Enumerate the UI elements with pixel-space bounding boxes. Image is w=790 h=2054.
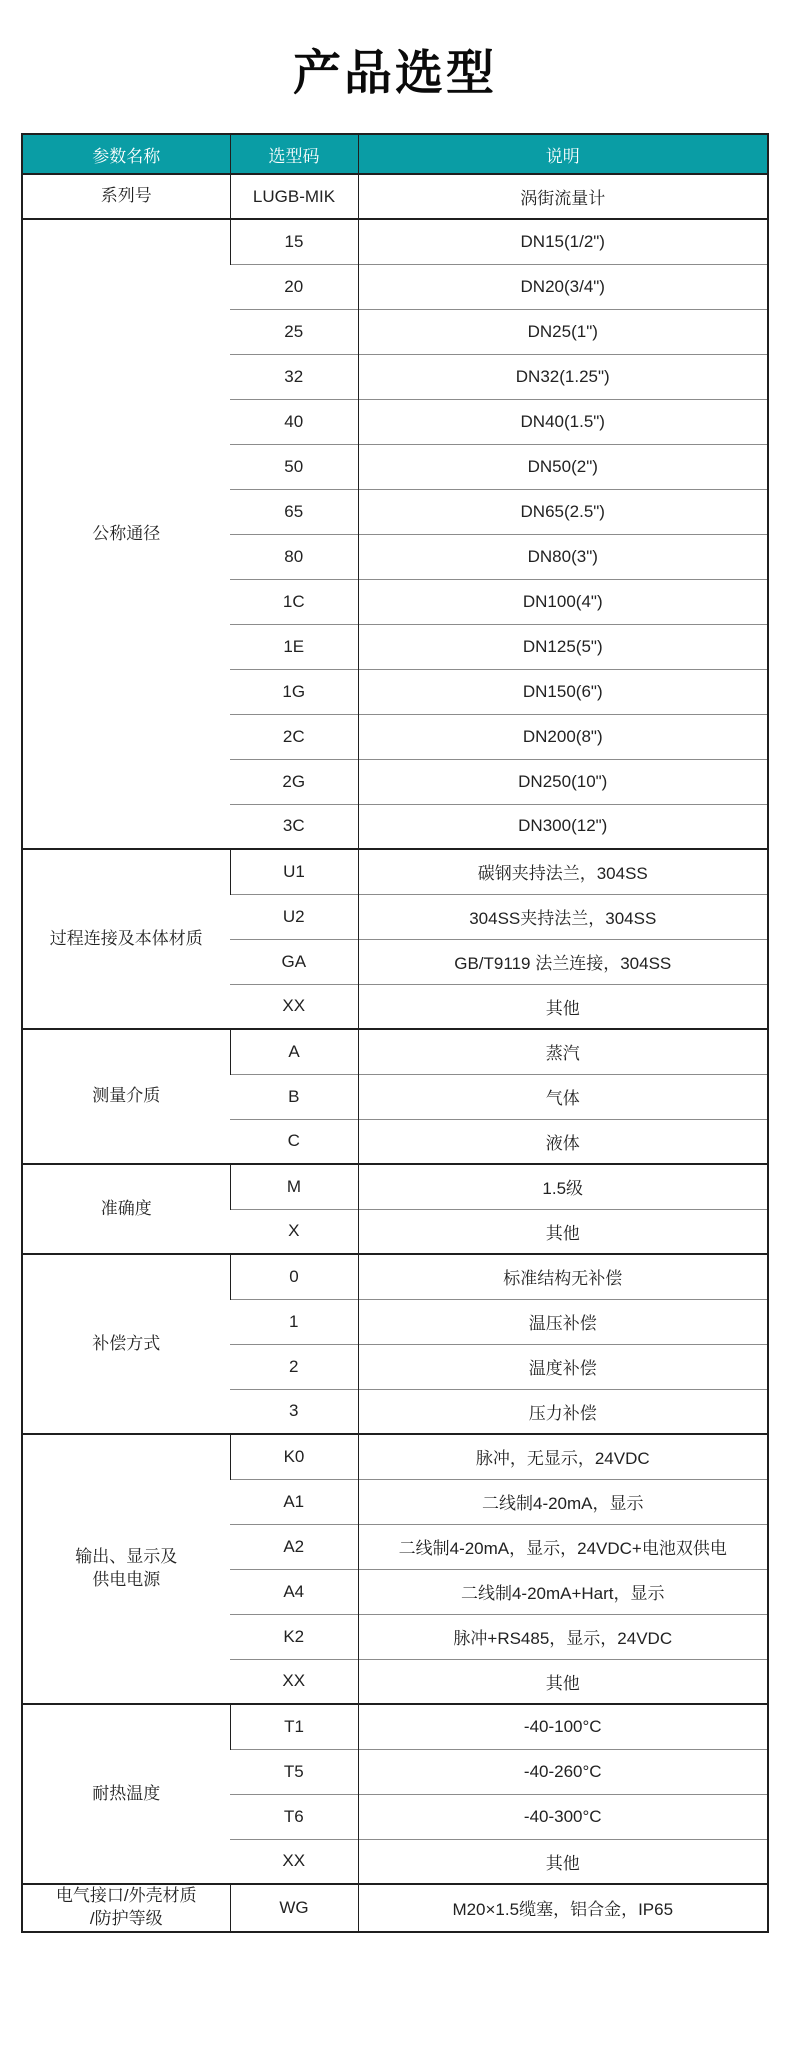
description-cell: 涡街流量计 [358,174,768,219]
parameter-name-cell: 补偿方式 [22,1254,230,1434]
selection-code-cell: X [230,1209,358,1254]
selection-code-cell: 40 [230,399,358,444]
parameter-name-cell: 准确度 [22,1164,230,1254]
selection-code-cell: 3C [230,804,358,849]
selection-code-cell: 2C [230,714,358,759]
description-cell: 液体 [358,1119,768,1164]
selection-code-cell: 20 [230,264,358,309]
selection-code-cell: T6 [230,1794,358,1839]
description-cell: 压力补偿 [358,1389,768,1434]
description-cell: DN150(6") [358,669,768,714]
selection-code-cell: 1 [230,1299,358,1344]
selection-code-cell: XX [230,1659,358,1704]
selection-code-cell: M [230,1164,358,1209]
table-body [22,174,768,1932]
selection-code-cell: A2 [230,1524,358,1569]
selection-code-cell: A1 [230,1479,358,1524]
description-cell: -40-260°C [358,1749,768,1794]
parameter-name-cell: 系列号 [22,174,230,219]
description-cell: 其他 [358,984,768,1029]
selection-code-cell: K2 [230,1614,358,1659]
table-row [22,1164,768,1209]
selection-code-cell: 2 [230,1344,358,1389]
description-cell: DN40(1.5") [358,399,768,444]
description-cell: DN20(3/4") [358,264,768,309]
table-row [22,1434,768,1479]
description-cell: 二线制4-20mA，显示 [358,1479,768,1524]
selection-code-cell: XX [230,984,358,1029]
parameter-name-cell: 测量介质 [22,1029,230,1164]
selection-code-cell: 2G [230,759,358,804]
description-cell: 温压补偿 [358,1299,768,1344]
table-row [22,1254,768,1299]
parameter-name-cell: 耐热温度 [22,1704,230,1884]
description-cell: 1.5级 [358,1164,768,1209]
description-cell: 其他 [358,1659,768,1704]
parameter-name-cell: 公称通径 [22,219,230,849]
description-cell: 气体 [358,1074,768,1119]
selection-code-cell: 32 [230,354,358,399]
table-row [22,219,768,264]
description-cell: 其他 [358,1839,768,1884]
description-cell: DN65(2.5") [358,489,768,534]
description-cell: 二线制4-20mA+Hart，显示 [358,1569,768,1614]
selection-code-cell: U1 [230,849,358,894]
table-row [22,1884,768,1932]
selection-code-cell: T1 [230,1704,358,1749]
description-cell: DN100(4") [358,579,768,624]
table-header-row [22,134,768,174]
product-selection-table [21,133,769,1933]
selection-code-cell: U2 [230,894,358,939]
selection-code-cell: XX [230,1839,358,1884]
selection-code-cell: K0 [230,1434,358,1479]
parameter-name-cell: 电气接口/外壳材质 /防护等级 [22,1884,230,1932]
selection-code-cell: 65 [230,489,358,534]
description-cell: DN80(3") [358,534,768,579]
table-row [22,1704,768,1749]
description-cell: 其他 [358,1209,768,1254]
parameter-name-cell: 过程连接及本体材质 [22,849,230,1029]
selection-code-cell: 0 [230,1254,358,1299]
description-cell: GB/T9119 法兰连接，304SS [358,939,768,984]
selection-code-cell: B [230,1074,358,1119]
table-header [22,134,768,174]
selection-code-cell: A4 [230,1569,358,1614]
selection-code-cell: 50 [230,444,358,489]
table-row [22,1029,768,1074]
table-row [22,849,768,894]
description-cell: DN125(5") [358,624,768,669]
description-cell: -40-300°C [358,1794,768,1839]
selection-code-cell: 15 [230,219,358,264]
parameter-name-cell: 输出、显示及 供电电源 [22,1434,230,1704]
description-cell: 脉冲，无显示，24VDC [358,1434,768,1479]
selection-code-cell: LUGB-MIK [230,174,358,219]
selection-code-cell: 1E [230,624,358,669]
description-cell: 脉冲+RS485，显示，24VDC [358,1614,768,1659]
description-cell: DN200(8") [358,714,768,759]
description-cell: 304SS夹持法兰，304SS [358,894,768,939]
selection-code-cell: GA [230,939,358,984]
description-cell: DN25(1") [358,309,768,354]
selection-code-cell: 80 [230,534,358,579]
description-cell: 碳钢夹持法兰，304SS [358,849,768,894]
col-header-selection-code: 选型码 [230,134,358,174]
selection-code-cell: A [230,1029,358,1074]
description-cell: -40-100°C [358,1704,768,1749]
selection-code-cell: 1C [230,579,358,624]
description-cell: 温度补偿 [358,1344,768,1389]
description-cell: DN32(1.25") [358,354,768,399]
description-cell: DN250(10") [358,759,768,804]
col-header-description: 说明 [358,134,768,174]
page-title: 产品选型 [292,47,497,100]
col-header-parameter-name: 参数名称 [22,134,230,174]
description-cell: DN15(1/2") [358,219,768,264]
description-cell: DN300(12") [358,804,768,849]
selection-code-cell: C [230,1119,358,1164]
description-cell: 蒸汽 [358,1029,768,1074]
table-row [22,174,768,219]
description-cell: 二线制4-20mA，显示，24VDC+电池双供电 [358,1524,768,1569]
selection-code-cell: 25 [230,309,358,354]
description-cell: 标准结构无补偿 [358,1254,768,1299]
selection-code-cell: 1G [230,669,358,714]
description-cell: DN50(2") [358,444,768,489]
description-cell: M20×1.5缆塞，铝合金，IP65 [358,1884,768,1932]
selection-code-cell: T5 [230,1749,358,1794]
selection-code-cell: 3 [230,1389,358,1434]
selection-code-cell: WG [230,1884,358,1932]
